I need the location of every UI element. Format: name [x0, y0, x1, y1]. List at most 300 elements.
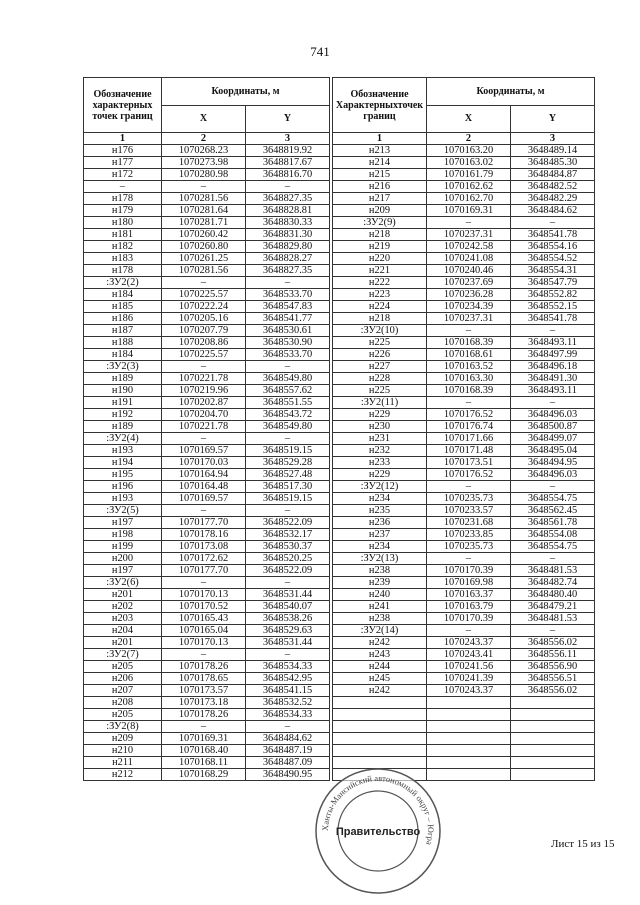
point-cell: н191 [84, 397, 162, 409]
y-cell: 3648556.11 [511, 649, 595, 661]
point-cell: н238 [333, 613, 427, 625]
point-cell: н225 [333, 385, 427, 397]
table-row [84, 661, 330, 673]
table-row [333, 673, 595, 685]
y-cell: – [511, 217, 595, 229]
point-cell: :ЗУ2(4) [84, 433, 162, 445]
table-row [333, 205, 595, 217]
x-cell: 1070273.98 [162, 157, 246, 169]
point-cell: н220 [333, 253, 427, 265]
y-cell: – [511, 397, 595, 409]
point-cell: н241 [333, 601, 427, 613]
x-cell: 1070162.70 [427, 193, 511, 205]
x-cell: 1070235.73 [427, 493, 511, 505]
y-cell: 3648541.78 [511, 229, 595, 241]
y-cell: 3648551.55 [246, 397, 330, 409]
y-cell [511, 757, 595, 769]
x-cell: – [162, 721, 246, 733]
x-cell: 1070241.08 [427, 253, 511, 265]
point-cell [333, 721, 427, 733]
y-cell: 3648547.79 [511, 277, 595, 289]
table-row [84, 409, 330, 421]
x-cell: 1070205.16 [162, 313, 246, 325]
table-row [333, 313, 595, 325]
point-cell: н199 [84, 541, 162, 553]
x-cell: 1070207.79 [162, 325, 246, 337]
table-row [84, 289, 330, 301]
table-row [84, 613, 330, 625]
point-cell: н234 [333, 493, 427, 505]
point-cell: н177 [84, 157, 162, 169]
header-y: Y [246, 105, 330, 133]
y-cell: 3648481.53 [511, 613, 595, 625]
government-seal [313, 766, 443, 896]
x-cell: – [427, 625, 511, 637]
point-cell: н188 [84, 337, 162, 349]
y-cell: 3648529.28 [246, 457, 330, 469]
y-cell: 3648552.15 [511, 301, 595, 313]
x-cell: 1070168.39 [427, 385, 511, 397]
table-row [333, 553, 595, 565]
x-cell: – [162, 181, 246, 193]
y-cell: – [511, 481, 595, 493]
y-cell: 3648490.95 [246, 769, 330, 781]
header-designation: Обозначение характерных точек границ [84, 78, 162, 133]
table-row [84, 637, 330, 649]
x-cell: – [427, 553, 511, 565]
point-cell: н225 [333, 337, 427, 349]
y-cell: – [246, 577, 330, 589]
point-cell: н184 [84, 289, 162, 301]
x-cell: 1070281.56 [162, 265, 246, 277]
point-cell: н210 [84, 745, 162, 757]
x-cell: 1070222.24 [162, 301, 246, 313]
x-cell: 1070241.56 [427, 661, 511, 673]
point-cell: н195 [84, 469, 162, 481]
column-index: 2 [427, 133, 511, 145]
y-cell: 3648484.87 [511, 169, 595, 181]
column-index: 1 [333, 133, 427, 145]
table-row [84, 769, 330, 781]
seal-ring-text: Ханты-Мансийский автономный округ – Югра [319, 772, 437, 847]
point-cell: н183 [84, 253, 162, 265]
y-cell: – [511, 553, 595, 565]
y-cell: 3648482.29 [511, 193, 595, 205]
table-row [84, 589, 330, 601]
point-cell: н236 [333, 517, 427, 529]
point-cell: н219 [333, 241, 427, 253]
y-cell [511, 709, 595, 721]
point-cell: н223 [333, 289, 427, 301]
point-cell: н193 [84, 493, 162, 505]
y-cell [511, 733, 595, 745]
x-cell: 1070233.57 [427, 505, 511, 517]
x-cell: 1070169.31 [427, 205, 511, 217]
header-y: Y [511, 105, 595, 133]
y-cell: 3648534.33 [246, 709, 330, 721]
table-row [333, 181, 595, 193]
table-row [333, 385, 595, 397]
point-cell: :ЗУ2(6) [84, 577, 162, 589]
table-row [84, 745, 330, 757]
table-row [84, 757, 330, 769]
y-cell: 3648534.33 [246, 661, 330, 673]
y-cell: 3648520.25 [246, 553, 330, 565]
table-row [84, 457, 330, 469]
point-cell: – [84, 181, 162, 193]
x-cell: 1070176.52 [427, 409, 511, 421]
x-cell: 1070231.68 [427, 517, 511, 529]
table-row [84, 673, 330, 685]
y-cell [511, 721, 595, 733]
y-cell: 3648547.83 [246, 301, 330, 313]
point-cell: н178 [84, 265, 162, 277]
point-cell: н185 [84, 301, 162, 313]
y-cell: 3648479.21 [511, 601, 595, 613]
y-cell: 3648497.99 [511, 349, 595, 361]
y-cell: 3648819.92 [246, 145, 330, 157]
y-cell: 3648499.07 [511, 433, 595, 445]
y-cell: 3648493.11 [511, 385, 595, 397]
table-row [333, 589, 595, 601]
table-row [333, 265, 595, 277]
table-row [84, 217, 330, 229]
table-row [84, 181, 330, 193]
table-row [84, 601, 330, 613]
point-cell: н189 [84, 373, 162, 385]
point-cell: н242 [333, 637, 427, 649]
x-cell: 1070243.41 [427, 649, 511, 661]
point-cell: н239 [333, 577, 427, 589]
table-row [333, 445, 595, 457]
y-cell: 3648549.80 [246, 373, 330, 385]
point-cell: н202 [84, 601, 162, 613]
y-cell: 3648554.75 [511, 541, 595, 553]
table-row [84, 421, 330, 433]
point-cell: н192 [84, 409, 162, 421]
table-row [84, 529, 330, 541]
table-row [84, 361, 330, 373]
point-cell: н224 [333, 301, 427, 313]
point-cell: н201 [84, 637, 162, 649]
table-row [84, 325, 330, 337]
table-row [84, 385, 330, 397]
x-cell: 1070164.94 [162, 469, 246, 481]
table-row [333, 469, 595, 481]
point-cell: н226 [333, 349, 427, 361]
point-cell: н208 [84, 697, 162, 709]
y-cell: 3648496.03 [511, 409, 595, 421]
y-cell: – [246, 505, 330, 517]
y-cell: 3648482.52 [511, 181, 595, 193]
y-cell: 3648542.95 [246, 673, 330, 685]
point-cell: н233 [333, 457, 427, 469]
y-cell: 3648484.62 [246, 733, 330, 745]
x-cell: 1070280.98 [162, 169, 246, 181]
x-cell: 1070240.46 [427, 265, 511, 277]
point-cell: н206 [84, 673, 162, 685]
point-cell: н218 [333, 313, 427, 325]
x-cell: 1070163.79 [427, 601, 511, 613]
point-cell: н178 [84, 193, 162, 205]
y-cell: 3648541.15 [246, 685, 330, 697]
x-cell: 1070233.85 [427, 529, 511, 541]
point-cell: н193 [84, 445, 162, 457]
x-cell: – [162, 277, 246, 289]
y-cell [511, 745, 595, 757]
y-cell: 3648561.78 [511, 517, 595, 529]
point-cell: н237 [333, 529, 427, 541]
y-cell: 3648543.72 [246, 409, 330, 421]
point-cell: :ЗУ2(14) [333, 625, 427, 637]
point-cell: н181 [84, 229, 162, 241]
x-cell: 1070243.37 [427, 685, 511, 697]
y-cell: 3648538.26 [246, 613, 330, 625]
y-cell: 3648828.81 [246, 205, 330, 217]
y-cell: 3648519.15 [246, 445, 330, 457]
y-cell: 3648533.70 [246, 349, 330, 361]
point-cell: н176 [84, 145, 162, 157]
x-cell: 1070170.13 [162, 589, 246, 601]
point-cell: н229 [333, 409, 427, 421]
table-row [333, 601, 595, 613]
table-row [333, 709, 595, 721]
y-cell: – [246, 433, 330, 445]
table-row [84, 277, 330, 289]
point-cell: н204 [84, 625, 162, 637]
y-cell: – [246, 649, 330, 661]
x-cell: 1070176.52 [427, 469, 511, 481]
x-cell: 1070169.98 [427, 577, 511, 589]
x-cell: 1070260.80 [162, 241, 246, 253]
y-cell: 3648530.37 [246, 541, 330, 553]
point-cell: н242 [333, 685, 427, 697]
table-row [333, 421, 595, 433]
table-row [333, 301, 595, 313]
table-row [84, 565, 330, 577]
y-cell: 3648494.95 [511, 457, 595, 469]
x-cell: 1070170.13 [162, 637, 246, 649]
x-cell: 1070169.31 [162, 733, 246, 745]
table-row [84, 721, 330, 733]
x-cell: 1070177.70 [162, 517, 246, 529]
x-cell: 1070235.73 [427, 541, 511, 553]
header-coordinates: Координаты, м [427, 78, 595, 106]
point-cell: н211 [84, 757, 162, 769]
y-cell: 3648493.11 [511, 337, 595, 349]
point-cell: н172 [84, 169, 162, 181]
x-cell: 1070268.23 [162, 145, 246, 157]
y-cell: 3648562.45 [511, 505, 595, 517]
x-cell: – [162, 361, 246, 373]
y-cell: 3648495.04 [511, 445, 595, 457]
x-cell: – [427, 217, 511, 229]
column-index: 1 [84, 133, 162, 145]
x-cell: 1070164.48 [162, 481, 246, 493]
point-cell: н198 [84, 529, 162, 541]
point-cell: :ЗУ2(12) [333, 481, 427, 493]
x-cell: 1070178.26 [162, 709, 246, 721]
table-row [333, 157, 595, 169]
point-cell: н207 [84, 685, 162, 697]
table-row [333, 433, 595, 445]
point-cell: н222 [333, 277, 427, 289]
y-cell: 3648496.18 [511, 361, 595, 373]
x-cell: 1070241.39 [427, 673, 511, 685]
x-cell: 1070178.26 [162, 661, 246, 673]
y-cell: 3648541.77 [246, 313, 330, 325]
table-row [333, 541, 595, 553]
table-row [84, 229, 330, 241]
point-cell: н203 [84, 613, 162, 625]
table-row [333, 277, 595, 289]
table-row [84, 265, 330, 277]
table-row [84, 205, 330, 217]
table-row [84, 349, 330, 361]
x-cell: 1070165.04 [162, 625, 246, 637]
y-cell: 3648556.02 [511, 685, 595, 697]
point-cell: н217 [333, 193, 427, 205]
table-row [84, 397, 330, 409]
table-row [333, 289, 595, 301]
table-row [84, 577, 330, 589]
x-cell: 1070225.57 [162, 349, 246, 361]
y-cell: 3648541.78 [511, 313, 595, 325]
table-body-left [84, 145, 330, 781]
x-cell: – [427, 481, 511, 493]
y-cell: 3648831.30 [246, 229, 330, 241]
x-cell: 1070168.11 [162, 757, 246, 769]
header-x: X [427, 105, 511, 133]
x-cell: 1070165.43 [162, 613, 246, 625]
x-cell: 1070171.66 [427, 433, 511, 445]
y-cell: 3648529.63 [246, 625, 330, 637]
table-row [84, 193, 330, 205]
table-row [84, 553, 330, 565]
coordinates-table-right [332, 77, 595, 781]
point-cell [333, 709, 427, 721]
x-cell: 1070237.69 [427, 277, 511, 289]
table-row [333, 493, 595, 505]
x-cell: 1070163.30 [427, 373, 511, 385]
table-row [333, 517, 595, 529]
y-cell: 3648554.31 [511, 265, 595, 277]
y-cell: 3648527.48 [246, 469, 330, 481]
point-cell: н234 [333, 541, 427, 553]
header-designation: Обозначение Характерныхточек границ [333, 78, 427, 133]
y-cell: 3648489.14 [511, 145, 595, 157]
y-cell: – [511, 625, 595, 637]
y-cell: 3648491.30 [511, 373, 595, 385]
point-cell: н187 [84, 325, 162, 337]
y-cell: 3648522.09 [246, 565, 330, 577]
y-cell: 3648519.15 [246, 493, 330, 505]
point-cell: н214 [333, 157, 427, 169]
x-cell: 1070221.78 [162, 421, 246, 433]
point-cell: н182 [84, 241, 162, 253]
table-row [333, 409, 595, 421]
table-row [333, 373, 595, 385]
x-cell: – [162, 505, 246, 517]
point-cell: :ЗУ2(10) [333, 325, 427, 337]
y-cell: 3648532.17 [246, 529, 330, 541]
y-cell: 3648487.09 [246, 757, 330, 769]
x-cell: 1070236.28 [427, 289, 511, 301]
point-cell: :ЗУ2(7) [84, 649, 162, 661]
table-row [84, 313, 330, 325]
table-row [84, 253, 330, 265]
x-cell: 1070225.57 [162, 289, 246, 301]
x-cell: 1070170.39 [427, 565, 511, 577]
table-row [84, 337, 330, 349]
table-row [84, 373, 330, 385]
y-cell [511, 697, 595, 709]
y-cell: 3648556.51 [511, 673, 595, 685]
y-cell: 3648556.02 [511, 637, 595, 649]
y-cell: – [511, 325, 595, 337]
point-cell: н238 [333, 565, 427, 577]
table-row [333, 697, 595, 709]
x-cell: 1070177.70 [162, 565, 246, 577]
x-cell: 1070221.78 [162, 373, 246, 385]
column-index: 3 [511, 133, 595, 145]
x-cell: 1070168.29 [162, 769, 246, 781]
table-row [333, 661, 595, 673]
y-cell: 3648554.08 [511, 529, 595, 541]
table-row [84, 709, 330, 721]
y-cell: 3648481.53 [511, 565, 595, 577]
y-cell [511, 769, 595, 781]
point-cell: н205 [84, 709, 162, 721]
sheet-number: Лист 15 из 15 [551, 838, 615, 850]
column-index: 2 [162, 133, 246, 145]
x-cell: – [427, 397, 511, 409]
y-cell: 3648830.33 [246, 217, 330, 229]
y-cell: 3648517.30 [246, 481, 330, 493]
table-row [84, 241, 330, 253]
x-cell: 1070260.42 [162, 229, 246, 241]
point-cell: н209 [84, 733, 162, 745]
y-cell: 3648485.30 [511, 157, 595, 169]
x-cell: 1070173.08 [162, 541, 246, 553]
x-cell: 1070237.31 [427, 229, 511, 241]
point-cell: н235 [333, 505, 427, 517]
table-row [84, 469, 330, 481]
y-cell: 3648554.52 [511, 253, 595, 265]
table-row [84, 301, 330, 313]
table-row [333, 193, 595, 205]
point-cell: н230 [333, 421, 427, 433]
x-cell: – [162, 649, 246, 661]
table-row [333, 481, 595, 493]
point-cell: н212 [84, 769, 162, 781]
y-cell: 3648829.80 [246, 241, 330, 253]
table-row [333, 397, 595, 409]
x-cell: 1070168.39 [427, 337, 511, 349]
table-row [333, 169, 595, 181]
y-cell: 3648530.90 [246, 337, 330, 349]
table-row [84, 481, 330, 493]
table-row [333, 241, 595, 253]
y-cell: – [246, 721, 330, 733]
point-cell: н197 [84, 517, 162, 529]
point-cell: н221 [333, 265, 427, 277]
table-row [333, 649, 595, 661]
x-cell: 1070163.20 [427, 145, 511, 157]
y-cell: 3648549.80 [246, 421, 330, 433]
point-cell: н227 [333, 361, 427, 373]
y-cell: 3648552.82 [511, 289, 595, 301]
